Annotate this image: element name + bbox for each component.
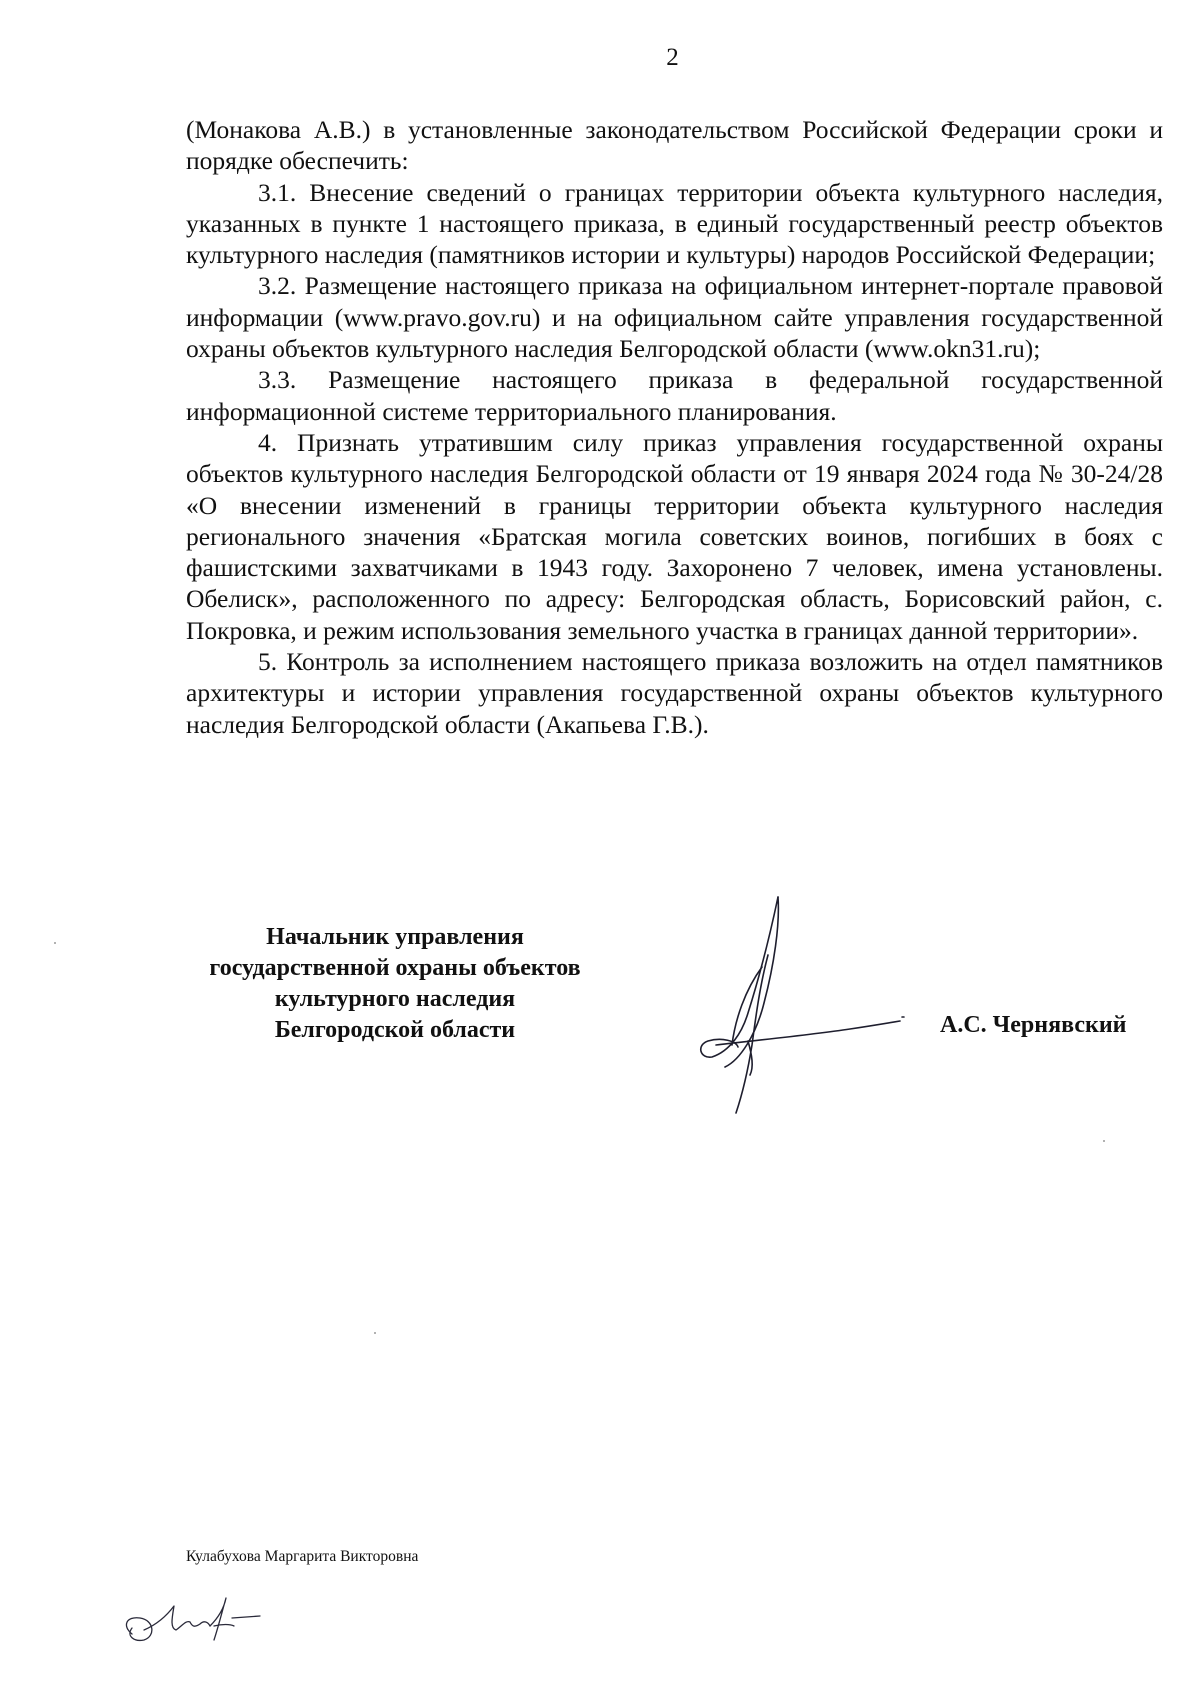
page-number: 2 [666,44,679,71]
signatory-position-line: Начальник управления [266,924,524,950]
executor-signature [114,1590,274,1650]
paragraph-4: 4. Признать утратившим силу приказ управления государственной охраны объектов культурного наследия Белгородской области от 19 января 2024 года № 30-24/28 «О внесении изменений в границы территории объекта культурного наследия регионального значения «Братская могила советских воинов, погибших в боях с фашистскими захватчиками в 1943 году. Захоронено 7 человек, имена установлены. Обелиск», расположенного по адресу: Белгородская область, Борисовский район, с. Покровка, и режим использования земельного участка в границах данной территории». [186,427,1163,645]
paragraph-continuation: (Монакова А.В.) в установленные законодательством Российской Федерации сроки и порядке обеспечить: [186,115,1163,176]
paragraph-3-1: 3.1. Внесение сведений о границах территории объекта культурного наследия, указанных в пункте 1 настоящего приказа, в единый государственный реестр объектов культурного наследия (памятников истории и культуры) народов Российской Федерации; [186,177,1163,270]
paragraph-3-3: 3.3. Размещение настоящего приказа в федеральной государственной информационной системе территориального планирования. [186,365,1163,426]
signatory-name: А.С. Чернявский [940,1012,1127,1038]
paragraph-5: 5. Контроль за исполнением настоящего приказа возложить на отдел памятников архитектуры и истории управления государственной охраны объектов культурного наследия Белгородской области (Акапьева Г.В.). [186,647,1163,739]
document-body [186,114,1163,740]
scan-speck [54,942,56,944]
signatory-position-line: Белгородской области [274,1017,516,1043]
paragraph-3-2: 3.2. Размещение настоящего приказа на официальном интернет-портале правовой информации (www.pravo.gov.ru) и на официальном сайте управления государственной охраны объектов культурного наследия Белгородской области (www.okn31.ru); [186,271,1163,364]
signatory-position [180,922,610,1046]
handwritten-signature [690,895,930,1115]
signatory-position-line: культурного наследия [274,986,516,1012]
signatory-position-line: государственной охраны объектов [209,955,581,981]
scan-speck [374,1332,376,1334]
scan-speck [1103,1140,1105,1142]
executor-name: Кулабухова Маргарита Викторовна [186,1548,419,1565]
